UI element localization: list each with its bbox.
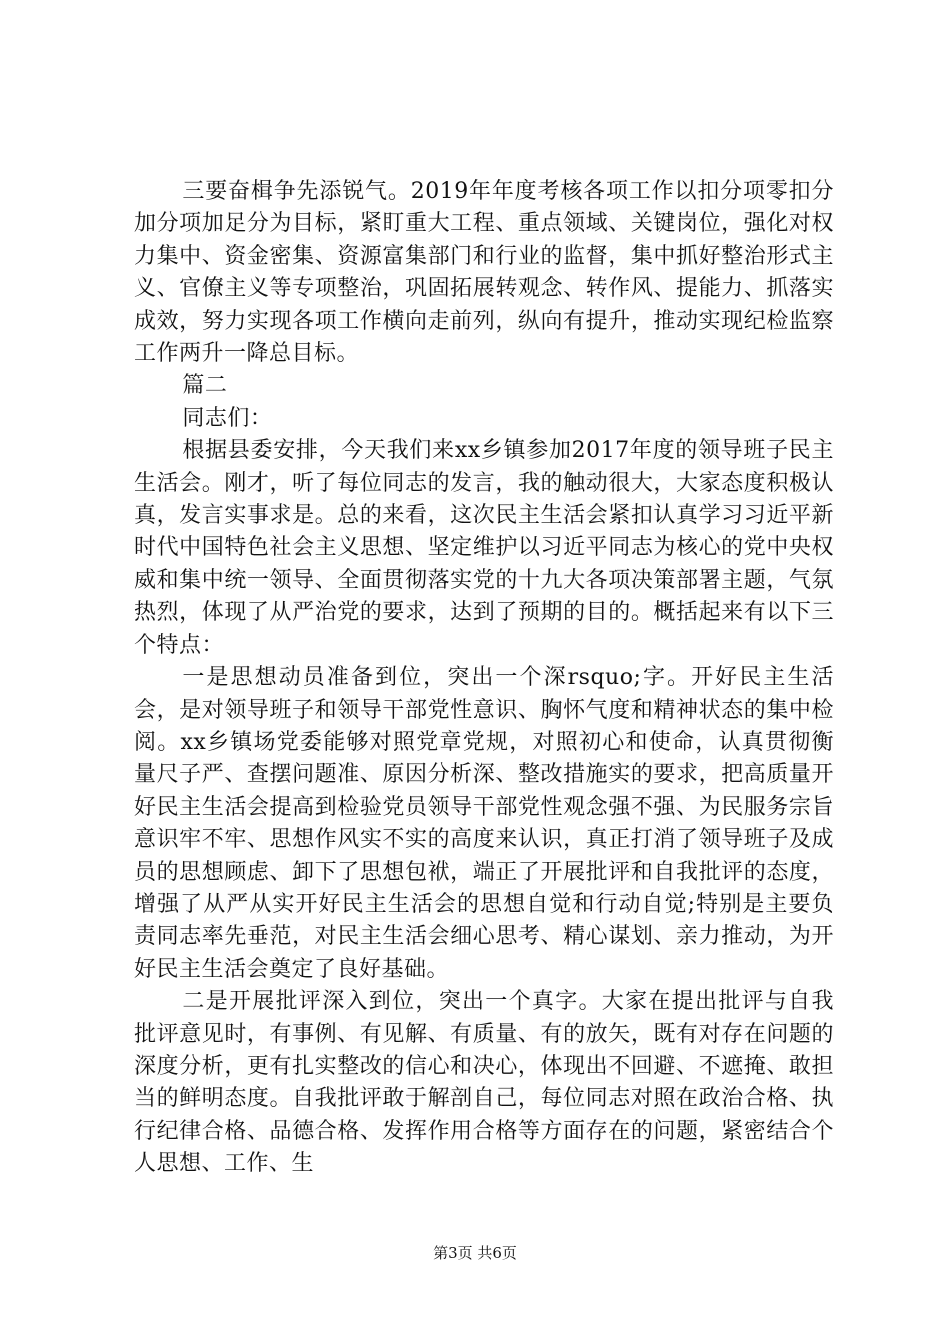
paragraph-point-two: 二是开展批评深入到位，突出一个真字。大家在提出批评与自我批评意见时，有事例、有见解、有质量、有的放矢，既有对存在问题的深度分析，更有扎实整改的信心和决心，体现出不回避、不遮掩、敢担当的鲜明态度。自我批评敢于解剖自己，每位同志对照在政治合格、执行纪律合格、品德合格、发挥作用合格等方面存在的问题，紧密结合个人思想、工作、生 xyxy=(134,989,834,1177)
paragraph-intro: 根据县委安排，今天我们来xx乡镇参加2017年度的领导班子民主生活会。刚才，听了每位同志的发言，我的触动很大，大家态度积极认真，发言实事求是。总的来看，这次民主生活会紧扣认真学习习近平新时代中国特色社会主义思想、坚定维护以习近平同志为核心的党中央权威和集中统一领导、全面贯彻落实党的十九大各项决策部署主题，气氛热烈，体现了从严治党的要求，达到了预期的目的。概括起来有以下三个特点： xyxy=(134,438,834,658)
paragraph-point-one: 一是思想动员准备到位，突出一个深rsquo;字。开好民主生活会，是对领导班子和领导干部党性意识、胸怀气度和精神状态的集中检阅。xx乡镇场党委能够对照党章党规，对照初心和使命，认真贯彻衡量尺子严、查摆问题准、原因分析深、整改措施实的要求，把高质量开好民主生活会提高到检验党员领导干部党性观念强不强、为民服务宗旨意识牢不牢、思想作风实不实的高度来认识，真正打消了领导班子及成员的思想顾虑、卸下了思想包袱，端正了开展批评和自我批评的态度，增强了从严从实开好民主生活会的思想自觉和行动自觉;特别是主要负责同志率先垂范，对民主生活会细心思考、精心谋划、亲力推动，为开好民主生活会奠定了良好基础。 xyxy=(134,665,834,982)
document-body xyxy=(134,176,834,1181)
paragraph-year-goal: 三要奋楫争先添锐气。2019年年度考核各项工作以扣分项零扣分加分项加足分为目标，紧盯重大工程、重点领域、关键岗位，强化对权力集中、资金密集、资源富集部门和行业的监督，集中抓好整治形式主义、官僚主义等专项整治，巩固拓展转观念、转作风、提能力、抓落实成效，努力实现各项工作横向走前列，纵向有提升，推动实现纪检监察工作两升一降总目标。 xyxy=(134,179,834,367)
section-heading: 篇二 xyxy=(182,373,228,399)
page-footer: 第3页 共6页 xyxy=(433,1244,517,1262)
salutation: 同志们： xyxy=(182,405,273,431)
